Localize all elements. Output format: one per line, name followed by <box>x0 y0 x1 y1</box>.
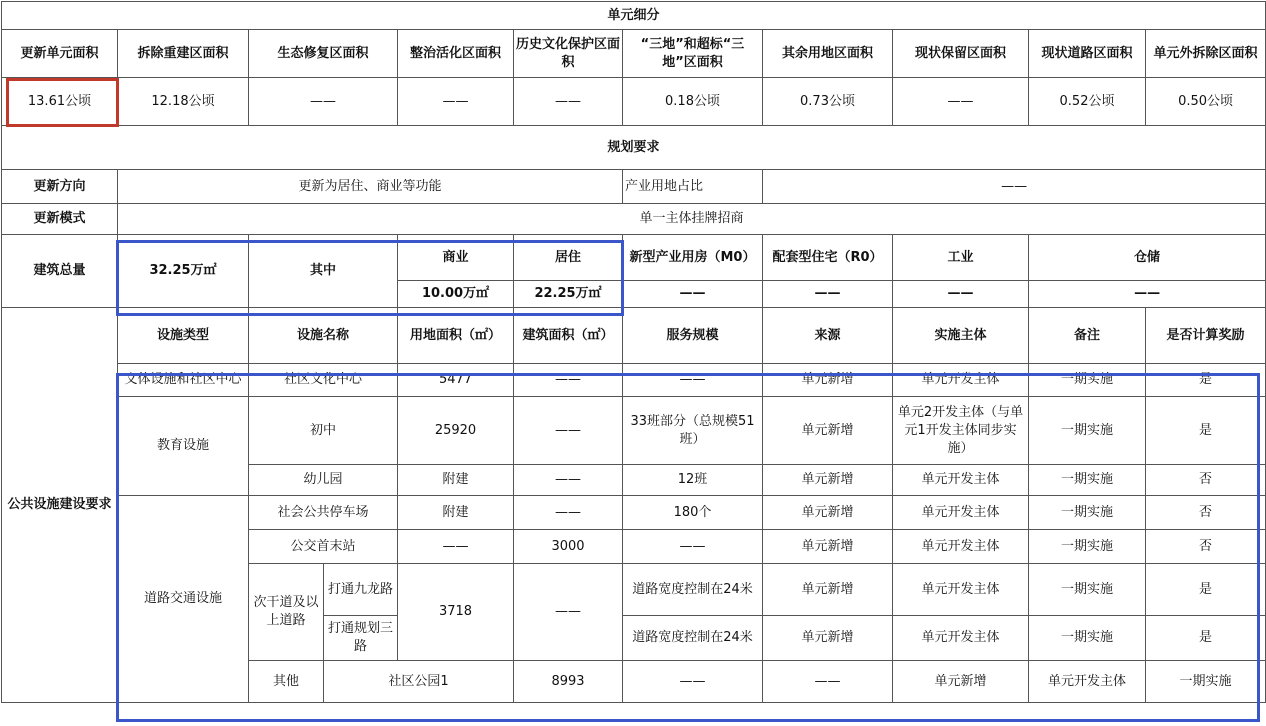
facility-land: 25920 <box>398 397 514 465</box>
facility-reward: 否 <box>1146 465 1266 496</box>
facility-name: 幼儿园 <box>249 465 398 496</box>
facility-land: 附建 <box>398 496 514 530</box>
header-cell: 整治活化区面积 <box>398 30 514 78</box>
sub-value: —— <box>893 281 1029 308</box>
facility-type: 教育设施 <box>118 397 249 496</box>
facility-scale: —— <box>623 530 763 564</box>
facility-header: 建筑面积（㎡） <box>514 308 623 364</box>
facility-header: 实施主体 <box>893 308 1029 364</box>
header-cell: 现状保留区面积 <box>893 30 1029 78</box>
sub-header: 商业 <box>398 235 514 281</box>
facility-name: 打通规划三路 <box>324 616 398 661</box>
header-cell: 拆除重建区面积 <box>118 30 249 78</box>
facility-build: 3000 <box>514 530 623 564</box>
facility-land: 3718 <box>398 564 514 661</box>
sub-header: 新型产业用房（M0） <box>623 235 763 281</box>
facility-land: —— <box>398 530 514 564</box>
direction-value: 更新为居住、商业等功能 <box>118 170 623 204</box>
facility-note: 一期实施 <box>1029 364 1146 397</box>
facility-reward: 是 <box>1146 564 1266 616</box>
facility-type: 其他 <box>249 661 324 703</box>
facility-entity: 单元开发主体 <box>893 496 1029 530</box>
facility-scale: 道路宽度控制在24米 <box>623 564 763 616</box>
facility-type: 文体设施和社区中心 <box>118 364 249 397</box>
value-cell: 0.73公顷 <box>763 78 893 126</box>
facility-header: 来源 <box>763 308 893 364</box>
sub-value: —— <box>623 281 763 308</box>
facility-name: 公交首末站 <box>249 530 398 564</box>
facility-reward: 是 <box>1146 397 1266 465</box>
planning-title: 规划要求 <box>2 126 1266 170</box>
facility-entity: 单元开发主体 <box>1029 661 1146 703</box>
value-cell: —— <box>249 78 398 126</box>
facility-build: —— <box>514 364 623 397</box>
planning-table <box>1 1 1266 703</box>
facility-entity: 单元开发主体 <box>893 465 1029 496</box>
facility-name: 社区文化中心 <box>249 364 398 397</box>
facility-reward: 是 <box>1146 616 1266 661</box>
facility-build: —— <box>514 496 623 530</box>
facility-name: 打通九龙路 <box>324 564 398 616</box>
facility-note: 一期实施 <box>1029 397 1146 465</box>
value-cell: —— <box>514 78 623 126</box>
facility-header: 设施类型 <box>118 308 249 364</box>
facility-note: 一期实施 <box>1146 661 1266 703</box>
facility-source: 单元新增 <box>763 564 893 616</box>
facility-scale: 180个 <box>623 496 763 530</box>
header-cell: 历史文化保护区面积 <box>514 30 623 78</box>
value-cell: —— <box>398 78 514 126</box>
facility-entity: 单元2开发主体（与单元1开发主体同步实施） <box>893 397 1029 465</box>
facility-land: 附建 <box>398 465 514 496</box>
sub-header: 居住 <box>514 235 623 281</box>
header-cell: 其余用地区面积 <box>763 30 893 78</box>
facilities-label: 公共设施建设要求 <box>2 308 118 703</box>
facility-source: 单元新增 <box>763 465 893 496</box>
facility-name: 初中 <box>249 397 398 465</box>
facility-entity: 单元开发主体 <box>893 564 1029 616</box>
sub-value: 22.25万㎡ <box>514 281 623 308</box>
facility-reward: 否 <box>1146 496 1266 530</box>
value-cell: 12.18公顷 <box>118 78 249 126</box>
header-cell: 更新单元面积 <box>2 30 118 78</box>
among-label: 其中 <box>249 235 398 308</box>
sub-header: 仓储 <box>1029 235 1266 281</box>
header-cell: 生态修复区面积 <box>249 30 398 78</box>
facility-land: 5477 <box>398 364 514 397</box>
facility-scale: 12班 <box>623 465 763 496</box>
header-cell: “三地”和超标“三地”区面积 <box>623 30 763 78</box>
facility-build: —— <box>514 397 623 465</box>
value-cell: —— <box>893 78 1029 126</box>
facility-scale: —— <box>763 661 893 703</box>
direction-label: 更新方向 <box>2 170 118 204</box>
facility-name: 社区公园1 <box>324 661 514 703</box>
facility-header: 是否计算奖励 <box>1146 308 1266 364</box>
facility-reward: 是 <box>1146 364 1266 397</box>
facility-entity: 单元开发主体 <box>893 530 1029 564</box>
facility-scale: 道路宽度控制在24米 <box>623 616 763 661</box>
facility-build: —— <box>514 564 623 661</box>
value-cell: 0.18公顷 <box>623 78 763 126</box>
facility-header: 服务规模 <box>623 308 763 364</box>
facility-source: 单元新增 <box>763 530 893 564</box>
facility-entity: 单元开发主体 <box>893 364 1029 397</box>
facility-note: 一期实施 <box>1029 465 1146 496</box>
total-label: 建筑总量 <box>2 235 118 308</box>
facility-note: 一期实施 <box>1029 530 1146 564</box>
facility-entity: 单元开发主体 <box>893 616 1029 661</box>
sub-header: 工业 <box>893 235 1029 281</box>
sub-value: —— <box>1029 281 1266 308</box>
value-cell: 13.61公顷 <box>2 78 118 126</box>
facility-scale: 33班部分（总规模51班） <box>623 397 763 465</box>
sub-header: 配套型住宅（R0） <box>763 235 893 281</box>
facility-source: 单元新增 <box>763 496 893 530</box>
road-group: 次干道及以上道路 <box>249 564 324 661</box>
industry-ratio-label: 产业用地占比 <box>623 170 763 204</box>
facility-note: 一期实施 <box>1029 496 1146 530</box>
facility-note: 一期实施 <box>1029 616 1146 661</box>
header-cell: 单元外拆除区面积 <box>1146 30 1266 78</box>
mode-label: 更新模式 <box>2 204 118 235</box>
facility-land: 8993 <box>514 661 623 703</box>
facility-header: 备注 <box>1029 308 1146 364</box>
facility-header: 设施名称 <box>249 308 398 364</box>
facility-source: 单元新增 <box>763 616 893 661</box>
facility-header: 用地面积（㎡） <box>398 308 514 364</box>
header-cell: 现状道路区面积 <box>1029 30 1146 78</box>
value-cell: 0.52公顷 <box>1029 78 1146 126</box>
total-value: 32.25万㎡ <box>118 235 249 308</box>
facility-scale: —— <box>623 364 763 397</box>
facility-reward: 否 <box>1146 530 1266 564</box>
facility-source: 单元新增 <box>763 397 893 465</box>
facility-build: —— <box>623 661 763 703</box>
facility-source: 单元新增 <box>893 661 1029 703</box>
mode-value: 单一主体挂牌招商 <box>118 204 1266 235</box>
industry-ratio-value: —— <box>763 170 1266 204</box>
sub-value: 10.00万㎡ <box>398 281 514 308</box>
value-cell: 0.50公顷 <box>1146 78 1266 126</box>
sub-value: —— <box>763 281 893 308</box>
facility-build: —— <box>514 465 623 496</box>
facility-note: 一期实施 <box>1029 564 1146 616</box>
facility-type: 道路交通设施 <box>118 496 249 703</box>
subdivision-title: 单元细分 <box>2 2 1266 30</box>
facility-source: 单元新增 <box>763 364 893 397</box>
facility-name: 社会公共停车场 <box>249 496 398 530</box>
